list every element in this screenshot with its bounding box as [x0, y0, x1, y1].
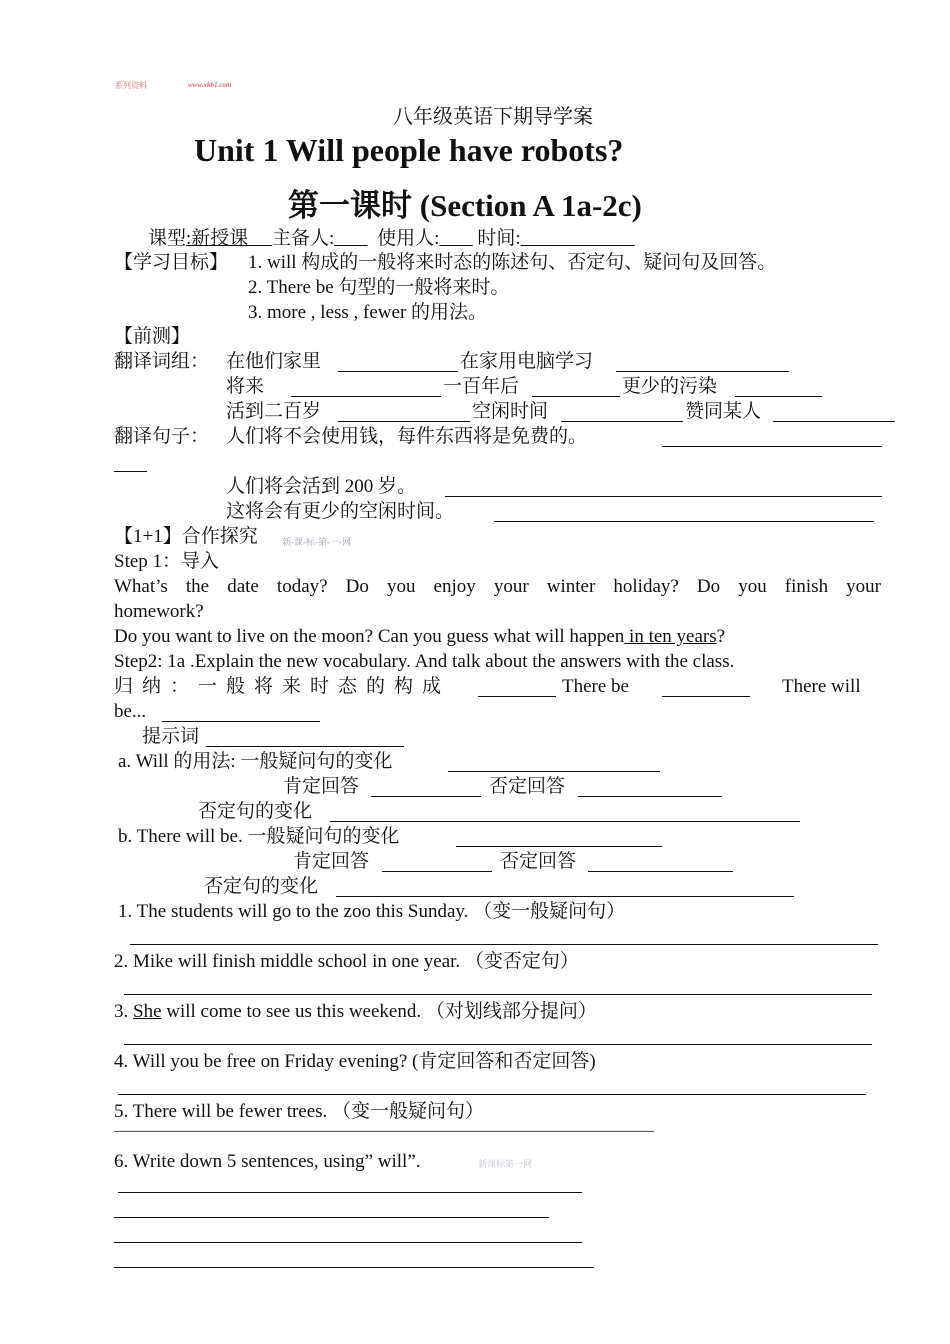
blank[interactable] — [588, 871, 733, 872]
time-label: 时间: — [477, 228, 521, 249]
exercise-3 — [114, 999, 597, 1024]
blank[interactable] — [382, 871, 492, 872]
page-title: Unit 1 Will people have robots? — [194, 132, 624, 168]
question-2-underlined: in ten years — [624, 626, 717, 647]
blank[interactable] — [338, 421, 470, 422]
blank[interactable] — [330, 821, 800, 822]
neg-sentence-b: 否定句的变化 — [204, 876, 319, 897]
blank[interactable] — [371, 796, 481, 797]
blank[interactable] — [114, 471, 147, 472]
summary-there-will: There will — [782, 676, 861, 697]
neg-answer-a: 否定回答 — [489, 776, 566, 797]
answer-dash-line: ———————————————————————————————————— — [114, 1123, 654, 1139]
phrase-label: 翻译词组： — [114, 351, 210, 372]
blank[interactable] — [578, 796, 722, 797]
blank[interactable] — [162, 721, 320, 722]
phrase-5: 更少的污染 — [622, 376, 718, 397]
sentence-label: 翻译句子： — [114, 426, 210, 447]
phrase-1: 在他们家里 — [226, 351, 322, 372]
question-1-cont: homework? — [114, 601, 204, 622]
blank[interactable] — [338, 371, 458, 372]
blank[interactable] — [616, 371, 789, 372]
blank[interactable] — [336, 896, 794, 897]
exercise-6: 6. Write down 5 sentences, using” will”. — [114, 1151, 421, 1172]
answer-line[interactable] — [114, 1242, 582, 1243]
answer-line[interactable] — [114, 1217, 549, 1218]
blank[interactable] — [445, 496, 882, 497]
blank[interactable] — [662, 696, 750, 697]
exercise-3-underlined: She — [133, 1001, 162, 1022]
page-subtitle: 八年级英语下期导学案 — [393, 106, 593, 128]
type-label: 课型 — [148, 228, 187, 249]
blank[interactable] — [456, 846, 662, 847]
coop-label: 【1+1】合作探究 — [114, 526, 258, 547]
exercise-2: 2. Mike will finish middle school in one year. （变否定句） — [114, 951, 579, 972]
blank[interactable] — [448, 771, 660, 772]
exercise-4: 4. Will you be free on Friday evening? (肯定回答和否定回答) — [114, 1051, 596, 1072]
phrase-3: 将来 — [226, 376, 265, 397]
sentence-2: 人们将会活到 200 岁。 — [226, 476, 417, 497]
step1: Step 1：导入 — [114, 551, 220, 572]
summary-be: be... — [114, 701, 147, 722]
header-right-mark: www.xkb1.com — [188, 81, 232, 89]
pos-answer-a: 肯定回答 — [283, 776, 360, 797]
blank[interactable] — [662, 446, 882, 447]
phrase-2: 在家用电脑学习 — [460, 351, 594, 372]
question-2 — [114, 624, 725, 649]
goal-item-2: 2. There be 句型的一般将来时。 — [248, 277, 510, 298]
preparer-label: 主备人: — [272, 228, 335, 249]
goal-item-3: 3. more , less , fewer 的用法。 — [248, 302, 488, 323]
answer-line[interactable] — [124, 994, 872, 995]
there-will-be-usage: b. There will be. 一般疑问句的变化 — [118, 826, 400, 847]
pretest-label: 【前测】 — [114, 326, 191, 347]
goal-item-1: 1. will 构成的一般将来时态的陈述句、否定句、疑问句及回答。 — [248, 252, 777, 273]
hint-label: 提示词 — [142, 726, 200, 747]
coop-watermark: 新-课-标-第-一-网 — [282, 537, 351, 547]
blank[interactable] — [773, 421, 895, 422]
sentence-3: 这将会有更少的空闲时间。 — [226, 501, 455, 522]
goals-label: 【学习目标】 — [114, 252, 229, 273]
phrase-6: 活到二百岁 — [226, 401, 322, 422]
summary-label: 归纳：一般将来时态的构成 — [114, 676, 451, 697]
step2: Step2: 1a .Explain the new vocabulary. And talk about the answers with the class. — [114, 651, 735, 672]
phrase-7: 空闲时间 — [472, 401, 549, 422]
header-left-mark: 系列资料 — [115, 81, 147, 90]
will-usage: a. Will 的用法: 一般疑问句的变化 — [118, 751, 393, 772]
phrase-4: 一百年后 — [443, 376, 520, 397]
blank[interactable] — [735, 396, 822, 397]
neg-sentence-a: 否定句的变化 — [198, 801, 313, 822]
neg-answer-b: 否定回答 — [500, 851, 577, 872]
blank[interactable] — [561, 421, 683, 422]
answer-line[interactable] — [118, 1192, 582, 1193]
answer-line[interactable] — [118, 1094, 866, 1095]
sentence-1: 人们将不会使用钱，每件东西将是免费的。 — [226, 426, 588, 447]
answer-line[interactable] — [130, 944, 878, 945]
blank[interactable] — [532, 396, 620, 397]
lesson-title: 第一课时 (Section A 1a-2c) — [288, 188, 642, 223]
blank[interactable] — [494, 521, 874, 522]
blank[interactable] — [206, 746, 404, 747]
phrase-8: 赞同某人 — [685, 401, 762, 422]
exercise-1: 1. The students will go to the zoo this Sunday. （变一般疑问句） — [118, 901, 626, 922]
question-1: What’s the date today? Do you enjoy your winter holiday? Do you finish your — [114, 576, 881, 597]
exercise-3-text: will come to see us this weekend. （对划线部分提问） — [161, 1001, 597, 1022]
question-2-text: Do you want to live on the moon? Can you guess what will happen — [114, 626, 625, 647]
answer-line[interactable] — [124, 1044, 872, 1045]
exercise-3-num: 3. — [114, 1001, 133, 1022]
exercise-5: 5. There will be fewer trees. （变一般疑问句） — [114, 1101, 485, 1122]
blank[interactable] — [291, 396, 441, 397]
pos-answer-b: 肯定回答 — [293, 851, 370, 872]
summary-there-be: There be — [562, 676, 629, 697]
meta-row — [148, 226, 635, 251]
answer-line[interactable] — [114, 1267, 594, 1268]
blank[interactable] — [478, 696, 556, 697]
question-2-end: ? — [716, 626, 726, 647]
user-label: 使用人: — [377, 228, 440, 249]
exercise-6-watermark: 新课标第一网 — [478, 1159, 533, 1169]
type-value: :新授课 — [186, 228, 249, 249]
